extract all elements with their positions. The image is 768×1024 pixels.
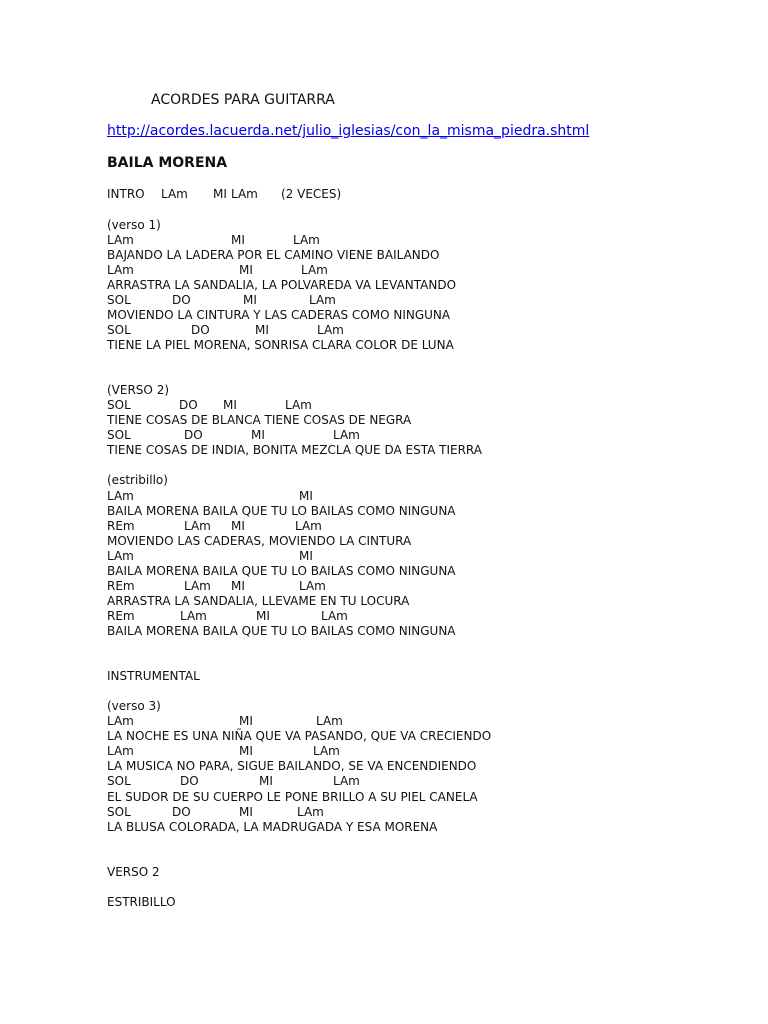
header-title: ACORDES PARA GUITARRA: [151, 92, 335, 108]
chord-label: LAm: [293, 233, 320, 247]
chord-label: LAm: [299, 579, 326, 593]
chord-label: LAm: [317, 323, 344, 337]
chord-label: MI: [256, 609, 270, 623]
lyric-text: LA NOCHE ES UNA NIÑA QUE VA PASANDO, QUE VA CRECIENDO: [107, 729, 492, 743]
chord-label: LAm: [107, 233, 134, 247]
chord-label: LAm: [309, 293, 336, 307]
lyric-text: VERSO 2: [107, 865, 160, 879]
chord-label: DO: [172, 805, 191, 819]
lyric-text: TIENE LA PIEL MORENA, SONRISA CLARA COLOR DE LUNA: [107, 338, 454, 352]
chord-label: LAm: [231, 187, 258, 201]
lyric-text: (estribillo): [107, 473, 168, 487]
chord-label: DO: [172, 293, 191, 307]
lyric-text: LA BLUSA COLORADA, LA MADRUGADA Y ESA MORENA: [107, 820, 438, 834]
lyric-text: EL SUDOR DE SU CUERPO LE PONE BRILLO A SU PIEL CANELA: [107, 790, 478, 804]
chord-label: LAm: [297, 805, 324, 819]
chord-label: SOL: [107, 774, 131, 788]
chord-label: SOL: [107, 398, 131, 412]
lyric-text: ARRASTRA LA SANDALIA, LLEVAME EN TU LOCURA: [107, 594, 410, 608]
chord-label: MI: [299, 549, 313, 563]
chord-label: MI: [223, 398, 237, 412]
lyric-text: ARRASTRA LA SANDALIA, LA POLVAREDA VA LEVANTANDO: [107, 278, 457, 292]
chord-label: MI: [213, 187, 227, 201]
chord-label: LAm: [333, 428, 360, 442]
chord-label: LAm: [184, 579, 211, 593]
chord-label: MI: [259, 774, 273, 788]
chord-label: DO: [184, 428, 203, 442]
chord-label: REm: [107, 519, 135, 533]
lyric-text: BAILA MORENA BAILA QUE TU LO BAILAS COMO NINGUNA: [107, 504, 456, 518]
chord-label: SOL: [107, 293, 131, 307]
chord-label: SOL: [107, 323, 131, 337]
chord-label: LAm: [184, 519, 211, 533]
chord-label: (2 VECES): [281, 187, 342, 201]
chord-label: MI: [239, 744, 253, 758]
chord-label: DO: [180, 774, 199, 788]
lyric-text: BAILA MORENA BAILA QUE TU LO BAILAS COMO NINGUNA: [107, 564, 456, 578]
lyric-text: BAJANDO LA LADERA POR EL CAMINO VIENE BAILANDO: [107, 248, 440, 262]
lyric-text: TIENE COSAS DE BLANCA TIENE COSAS DE NEGRA: [107, 413, 412, 427]
chord-label: DO: [191, 323, 210, 337]
chord-label: LAm: [107, 489, 134, 503]
chord-label: LAm: [295, 519, 322, 533]
lyric-text: MOVIENDO LA CINTURA Y LAS CADERAS COMO NINGUNA: [107, 308, 451, 322]
chord-label: REm: [107, 579, 135, 593]
chord-label: MI: [239, 263, 253, 277]
lyric-text: TIENE COSAS DE INDIA, BONITA MEZCLA QUE DA ESTA TIERRA: [107, 443, 482, 457]
chord-label: LAm: [107, 549, 134, 563]
chord-label: LAm: [313, 744, 340, 758]
lyric-text: (VERSO 2): [107, 383, 170, 397]
chord-label: MI: [243, 293, 257, 307]
chord-label: LAm: [107, 263, 134, 277]
chord-label: DO: [179, 398, 198, 412]
chord-label: LAm: [107, 744, 134, 758]
chord-label: MI: [251, 428, 265, 442]
chord-label: LAm: [107, 714, 134, 728]
chord-label: REm: [107, 609, 135, 623]
song-title: BAILA MORENA: [107, 155, 228, 171]
chord-label: MI: [239, 805, 253, 819]
chord-label: LAm: [333, 774, 360, 788]
chord-label: LAm: [316, 714, 343, 728]
chord-label: INTRO: [107, 187, 145, 201]
lyric-text: INSTRUMENTAL: [107, 669, 200, 683]
chord-label: SOL: [107, 428, 131, 442]
lyric-text: ESTRIBILLO: [107, 895, 176, 909]
chord-label: SOL: [107, 805, 131, 819]
chord-label: MI: [231, 233, 245, 247]
chord-label: LAm: [301, 263, 328, 277]
source-link[interactable]: http://acordes.lacuerda.net/julio_iglesias/con_la_misma_piedra.shtml: [107, 123, 590, 139]
lyric-text: (verso 1): [107, 218, 161, 232]
chord-label: LAm: [321, 609, 348, 623]
chord-label: MI: [239, 714, 253, 728]
chord-label: LAm: [161, 187, 188, 201]
chord-label: LAm: [180, 609, 207, 623]
lyric-text: LA MUSICA NO PARA, SIGUE BAILANDO, SE VA ENCENDIENDO: [107, 759, 477, 773]
chord-label: MI: [231, 519, 245, 533]
chord-label: MI: [231, 579, 245, 593]
lyric-text: BAILA MORENA BAILA QUE TU LO BAILAS COMO NINGUNA: [107, 624, 456, 638]
lyric-text: (verso 3): [107, 699, 161, 713]
chord-label: MI: [299, 489, 313, 503]
lyric-text: MOVIENDO LAS CADERAS, MOVIENDO LA CINTURA: [107, 534, 412, 548]
chord-label: LAm: [285, 398, 312, 412]
chord-label: MI: [255, 323, 269, 337]
